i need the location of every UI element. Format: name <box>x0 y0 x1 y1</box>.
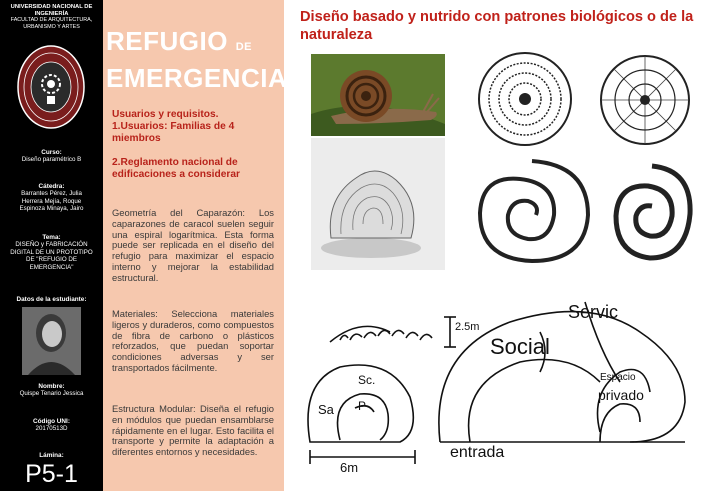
theme-line: DISEÑO y FABRICACIÓN <box>15 241 88 249</box>
info-sidebar <box>0 0 103 491</box>
sketch-sa-label: Sa <box>318 402 334 417</box>
chair-block <box>0 183 103 213</box>
sketch-width-label: 6m <box>340 460 359 475</box>
chair-line: Barrantes Pérez, Julia <box>21 190 82 198</box>
chair-label: Cátedra: <box>38 183 65 190</box>
sketch-sc-label: Sc. <box>358 373 376 387</box>
sketch-service-label: Servic <box>568 302 619 322</box>
shell-engraving-4 <box>610 162 695 262</box>
sketch-entrance-label: entrada <box>450 444 505 461</box>
shell-engraving-2 <box>590 48 700 150</box>
snail-photo <box>311 54 445 136</box>
code-label: Código UNI: <box>33 418 70 425</box>
requirements-line: miembros <box>112 133 161 145</box>
sketch-private-space-2: privado <box>598 387 644 403</box>
faculty-line-2: URBANISMO Y ARTES <box>23 23 80 30</box>
university-seal-logo <box>16 44 86 130</box>
title-de: DE <box>235 41 252 53</box>
requirements-line: 1.Usuarios: Familias de 4 <box>112 121 235 133</box>
page-heading: Diseño basado y nutrido con patrones biológicos o de la naturaleza <box>300 9 694 43</box>
requirements-block <box>112 109 277 181</box>
theme-block <box>0 234 103 271</box>
project-title <box>106 26 287 94</box>
geometry-paragraph: Geometría del Caparazón: Los caparazones de caracol suelen seguir una espiral logarítmica. Esta forma puede ser replicada en el diseño del refugio para maximizar el espacio interno y mejorar la estabilidad estructural. <box>112 207 274 283</box>
university-name-1: UNIVERSIDAD NACIONAL DE <box>10 4 93 10</box>
theme-label: Tema: <box>42 234 61 241</box>
shell-mesh-render <box>311 138 445 270</box>
faculty-line-1: FACULTAD DE ARQUITECTURA, <box>10 17 93 24</box>
materials-paragraph: Materiales: Selecciona materiales ligeros y duraderos, como compuestos de fibra de carbono o plásticos reforzados, que puedan soportar condiciones adversas y ser transportados fácilmente. <box>112 308 274 373</box>
modular-paragraph: Estructura Modular: Diseña el refugio en módulos que puedan ensamblarse rápidamente en el lugar. Esto facilita el transporte y permite la adaptación a diferentes entornos y necesidades. <box>112 403 274 458</box>
regulation-line: edificaciones a considerar <box>112 168 240 180</box>
name-block <box>0 383 103 398</box>
university-name-2: INGENIERÍA <box>34 10 69 17</box>
sketch-height-label: 2.5m <box>455 321 480 333</box>
description-panel <box>103 0 288 491</box>
sketch-social-label: Social <box>490 334 550 359</box>
shell-engraving-3 <box>470 155 595 267</box>
course-block <box>0 149 103 164</box>
requirements-line: Usuarios y requisitos. <box>112 109 219 120</box>
theme-line: DE "REFUGIO DE <box>25 256 77 264</box>
university-header <box>0 4 103 30</box>
sheet-value: P5-1 <box>25 460 78 488</box>
course-label: Curso: <box>41 149 62 156</box>
code-value: 20170513D <box>35 425 68 433</box>
regulation-line: 2.Reglamento nacional de <box>112 156 238 168</box>
title-refugio: REFUGIO <box>106 26 228 56</box>
name-label: Nombre: <box>38 383 65 390</box>
sketch-p-label: P <box>358 399 367 413</box>
theme-line: DIGITAL DE UN PROTOTIPO <box>10 248 93 256</box>
student-data-label: Datos de la estudiante: <box>16 296 87 303</box>
chair-line: Herrera Mejía, Roque <box>21 197 82 205</box>
course-value: Diseño paramétrico B <box>21 156 82 164</box>
name-value: Quispe Tenario Jessica <box>19 390 84 398</box>
student-photo <box>22 307 81 375</box>
theme-line: EMERGENCIA" <box>29 263 74 271</box>
code-block <box>0 418 103 433</box>
title-emergencia: EMERGENCIA <box>106 63 288 93</box>
shell-engraving-1 <box>470 48 580 150</box>
sketch-private-space-1: Espacio <box>600 372 636 383</box>
chair-line: Espinoza Minaya, Jairo <box>19 205 84 213</box>
shelter-sketch <box>300 292 705 487</box>
sheet-label: Lámina: <box>39 452 64 459</box>
